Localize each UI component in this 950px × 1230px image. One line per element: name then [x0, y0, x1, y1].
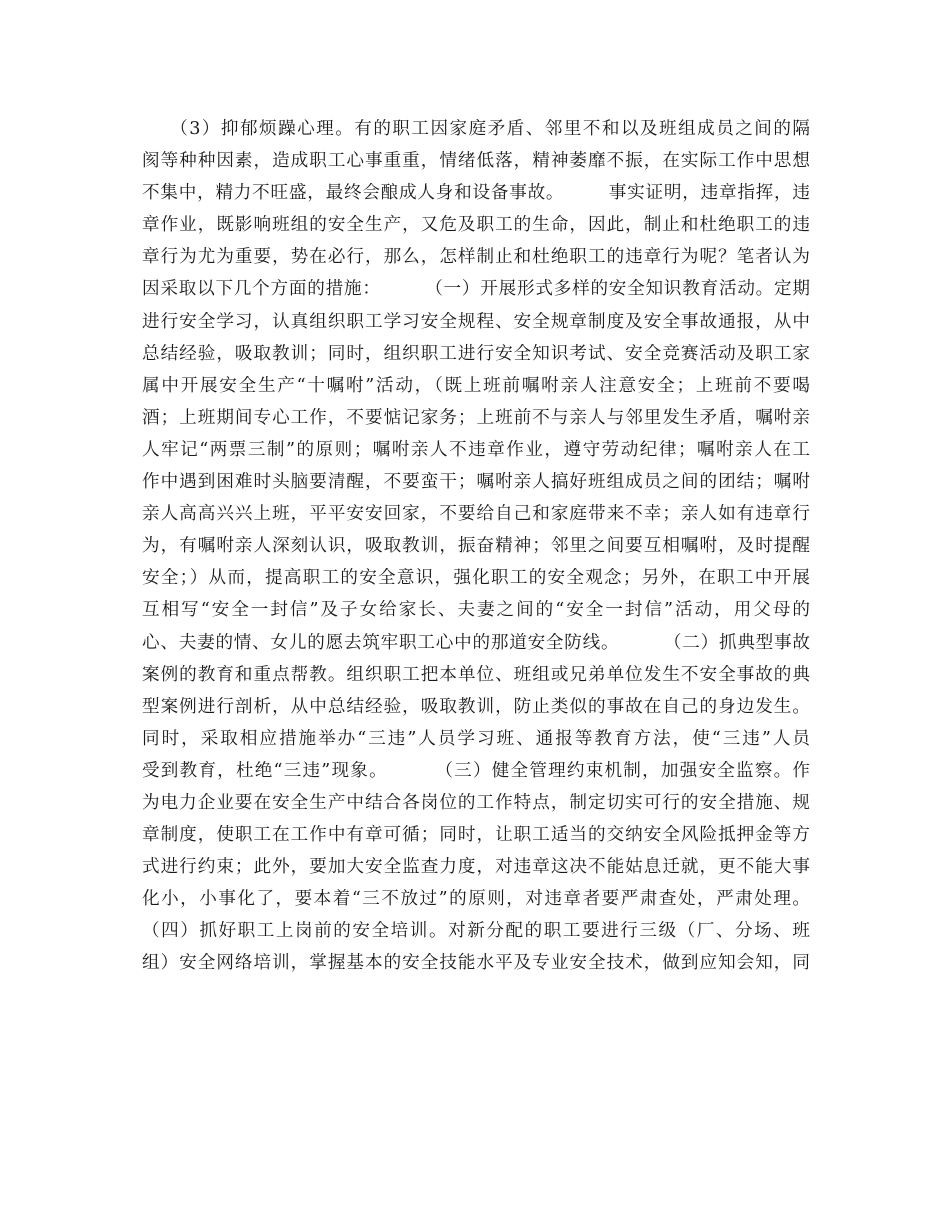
text-line-27: 组）安全网络培训，掌握基本的安全技能水平及专业安全技术，做到应知会知，同	[142, 953, 810, 974]
text-line-1: （3）抑郁烦躁心理。有的职工因家庭矛盾、邻里不和以及班组成员之间的隔	[142, 119, 810, 139]
text-line-22: 为电力企业要在安全生产中结合各岗位的工作特点，制定切实可行的安全措施、规	[142, 792, 810, 813]
text-line-16: 互相写“安全一封信”及子女给家长、夫妻之间的“安全一封信”活动，用父母的	[142, 600, 810, 621]
text-line-14: 为，有嘱咐亲人深刻认识，吸取教训，振奋精神；邻里之间要互相嘱咐，及时提醒	[142, 536, 810, 557]
body-text	[142, 113, 810, 980]
text-line-12: 作中遇到困难时头脑要清醒，不要蛮干；嘱咐亲人搞好班组成员之间的团结；嘱咐	[142, 472, 810, 493]
text-line-7: 进行安全学习，认真组织职工学习安全规程、安全规章制度及安全事故通报，从中	[142, 311, 810, 332]
text-line-21: 受到教育，杜绝“三违”现象。 （三）健全管理约束机制，加强安全监察。作	[142, 760, 810, 781]
text-line-6: 因采取以下几个方面的措施： （一）开展形式多样的安全知识教育活动。定期	[142, 279, 810, 300]
text-line-13: 亲人高高兴兴上班，平平安安回家，不要给自己和家庭带来不幸；亲人如有违章行	[142, 504, 810, 525]
text-line-20: 同时，采取相应措施举办“三违”人员学习班、通报等教育方法，使“三违”人员	[142, 728, 810, 749]
text-line-24: 式进行约束；此外，要加大安全监查力度，对违章这决不能姑息迁就，更不能大事	[142, 857, 810, 878]
text-line-19: 型案例进行剖析，从中总结经验，吸取教训，防止类似的事故在自己的身边发生。	[142, 696, 810, 717]
text-line-9: 属中开展安全生产“十嘱咐”活动，（既上班前嘱咐亲人注意安全；上班前不要喝	[142, 375, 810, 396]
text-line-17: 心、夫妻的情、女儿的愿去筑牢职工心中的那道安全防线。 （二）抓典型事故	[142, 632, 810, 653]
text-line-5: 章行为尤为重要，势在必行，那么，怎样制止和杜绝职工的违章行为呢？笔者认为	[142, 247, 810, 268]
text-line-3: 不集中，精力不旺盛，最终会酿成人身和设备事故。 事实证明，违章指挥，违	[142, 183, 810, 204]
text-line-10: 酒；上班期间专心工作，不要惦记家务；上班前不与亲人与邻里发生矛盾，嘱咐亲	[142, 407, 810, 428]
text-line-8: 总结经验，吸取教训；同时，组织职工进行安全知识考试、安全竞赛活动及职工家	[142, 343, 810, 364]
text-line-15: 安全；）从而，提高职工的安全意识，强化职工的安全观念；另外，在职工中开展	[142, 568, 810, 589]
text-line-23: 章制度，使职工在工作中有章可循；同时，让职工适当的交纳安全风险抵押金等方	[142, 825, 810, 846]
text-line-4: 章作业，既影响班组的安全生产，又危及职工的生命，因此，制止和杜绝职工的违	[142, 215, 810, 236]
text-line-18: 案例的教育和重点帮教。组织职工把本单位、班组或兄弟单位发生不安全事故的典	[142, 664, 810, 685]
text-line-2: 阂等种种因素，造成职工心事重重，情绪低落，精神萎靡不振，在实际工作中思想	[142, 151, 810, 172]
text-line-11: 人牢记“两票三制”的原则；嘱咐亲人不违章作业，遵守劳动纪律；嘱咐亲人在工	[142, 439, 810, 460]
text-line-26: （四）抓好职工上岗前的安全培训。对新分配的职工要进行三级（厂、分场、班	[142, 921, 810, 942]
text-line-25: 化小，小事化了，要本着“三不放过”的原则，对违章者要严肃查处，严肃处理。	[142, 889, 810, 910]
